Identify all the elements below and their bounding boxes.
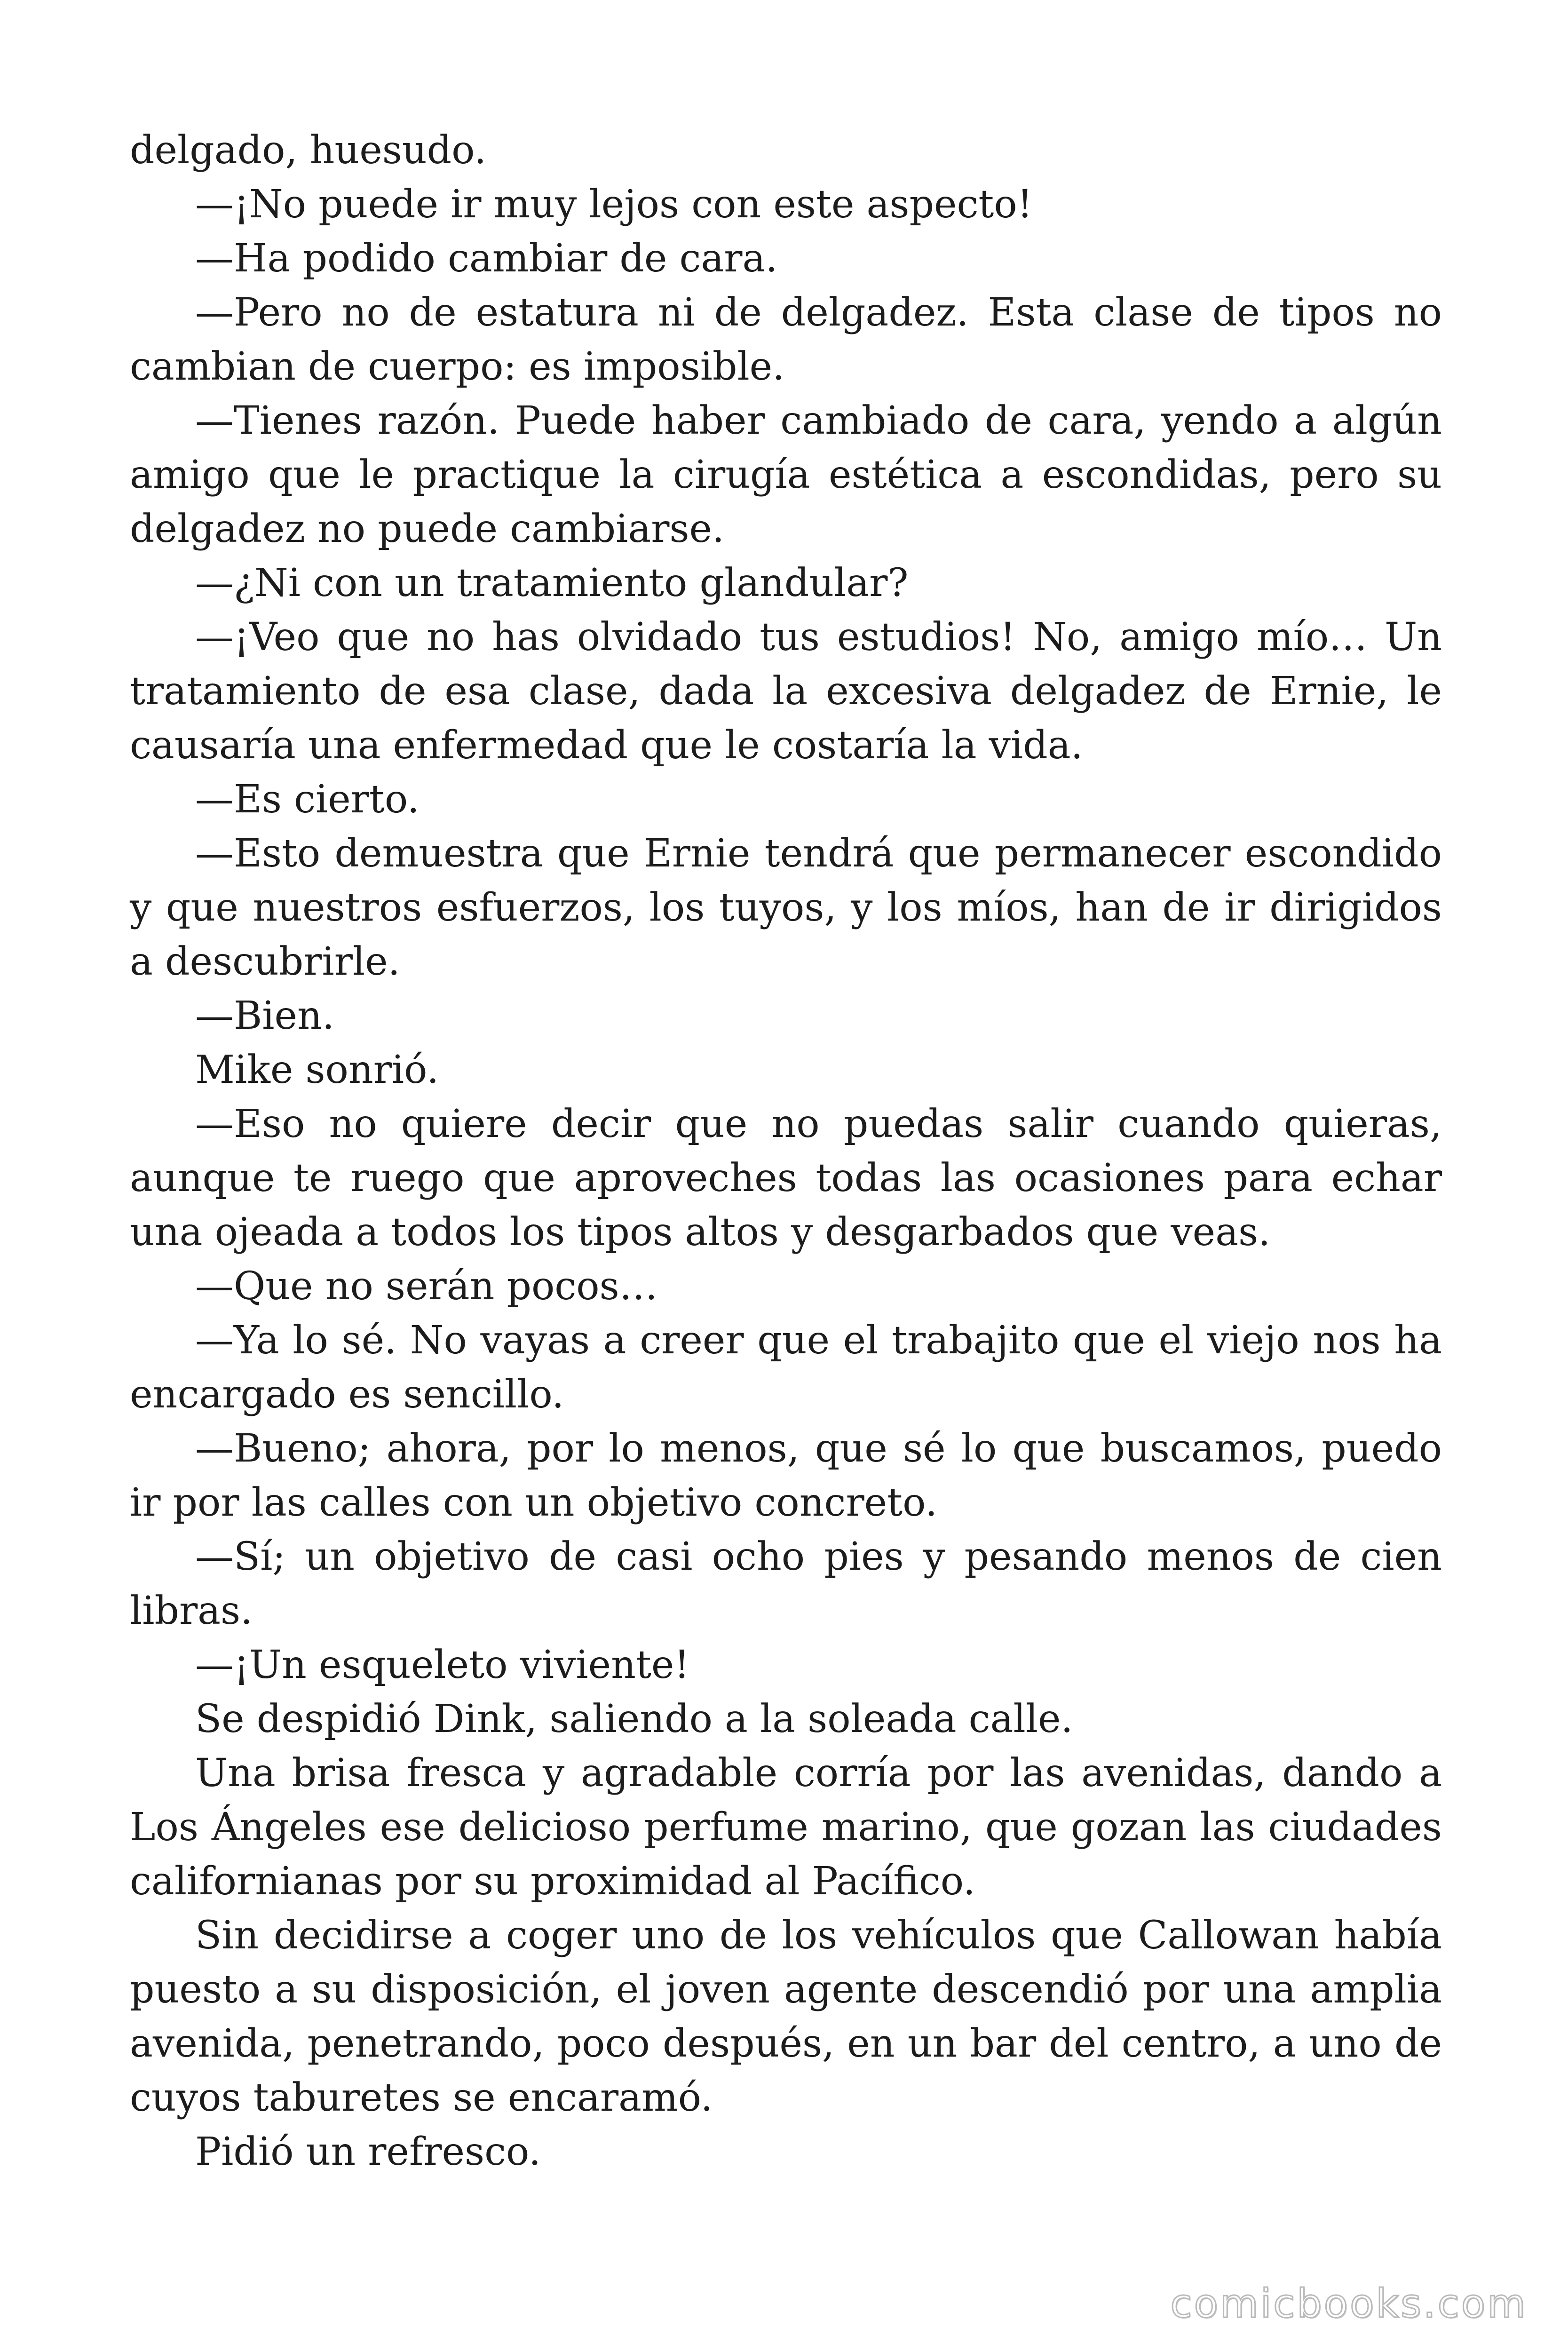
paragraph-11: Mike sonrió. <box>195 1048 439 1092</box>
paragraph-8: —Es cierto. <box>195 777 420 822</box>
paragraph-18: Se despidió Dink, saliendo a la soleada calle. <box>195 1697 1073 1741</box>
paragraph-4: —Pero no de estatura ni de delgadez. Esta clase de tipos no cambian de cuerpo: es imposible. <box>130 290 1442 389</box>
paragraph-14: —Ya lo sé. No vayas a creer que el trabajito que el viejo nos ha encargado es sencillo. <box>130 1318 1442 1417</box>
paragraph-5: —Tienes razón. Puede haber cambiado de cara, yendo a algún amigo que le practique la cirugía estética a escondidas, pero su delgadez no puede cambiarse. <box>130 398 1442 551</box>
watermark: comicbooks.com <box>1170 2280 1528 2327</box>
paragraph-12: —Eso no quiere decir que no puedas salir cuando quieras, aunque te ruego que aproveches todas las ocasiones para echar una ojeada a todos los tipos altos y desgarbados que veas. <box>130 1102 1442 1255</box>
paragraph-21: Pidió un refresco. <box>195 2130 541 2174</box>
paragraph-2: —¡No puede ir muy lejos con este aspecto! <box>195 182 1033 227</box>
body-text <box>130 123 1442 2179</box>
paragraph-19: Una brisa fresca y agradable corría por las avenidas, dando a Los Ángeles ese delicioso perfume marino, que gozan las ciudades californianas por su proximidad al Pacífico. <box>130 1751 1442 1904</box>
paragraph-17: —¡Un esqueleto viviente! <box>195 1643 690 1687</box>
paragraph-20: Sin decidirse a coger uno de los vehículos que Callowan había puesto a su disposición, el joven agente descendió por una amplia avenida, penetrando, poco después, en un bar del centro, a uno de cuyos taburetes se encaramó. <box>130 1913 1442 2120</box>
paragraph-3: —Ha podido cambiar de cara. <box>195 236 778 281</box>
paragraph-9: —Esto demuestra que Ernie tendrá que permanecer escondido y que nuestros esfuerzos, los tuyos, y los míos, han de ir dirigidos a descubrirle. <box>130 831 1442 984</box>
paragraph-1: delgado, huesudo. <box>130 128 487 173</box>
paragraph-16: —Sí; un objetivo de casi ocho pies y pesando menos de cien libras. <box>130 1534 1442 1633</box>
paragraph-13: —Que no serán pocos… <box>195 1264 658 1309</box>
paragraph-7: —¡Veo que no has olvidado tus estudios! No, amigo mío… Un tratamiento de esa clase, dada la excesiva delgadez de Ernie, le causaría una enfermedad que le costaría la vida. <box>130 615 1442 768</box>
paragraph-10: —Bien. <box>195 993 334 1038</box>
paragraph-6: —¿Ni con un tratamiento glandular? <box>195 561 909 605</box>
paragraph-15: —Bueno; ahora, por lo menos, que sé lo que buscamos, puedo ir por las calles con un objetivo concreto. <box>130 1426 1442 1525</box>
